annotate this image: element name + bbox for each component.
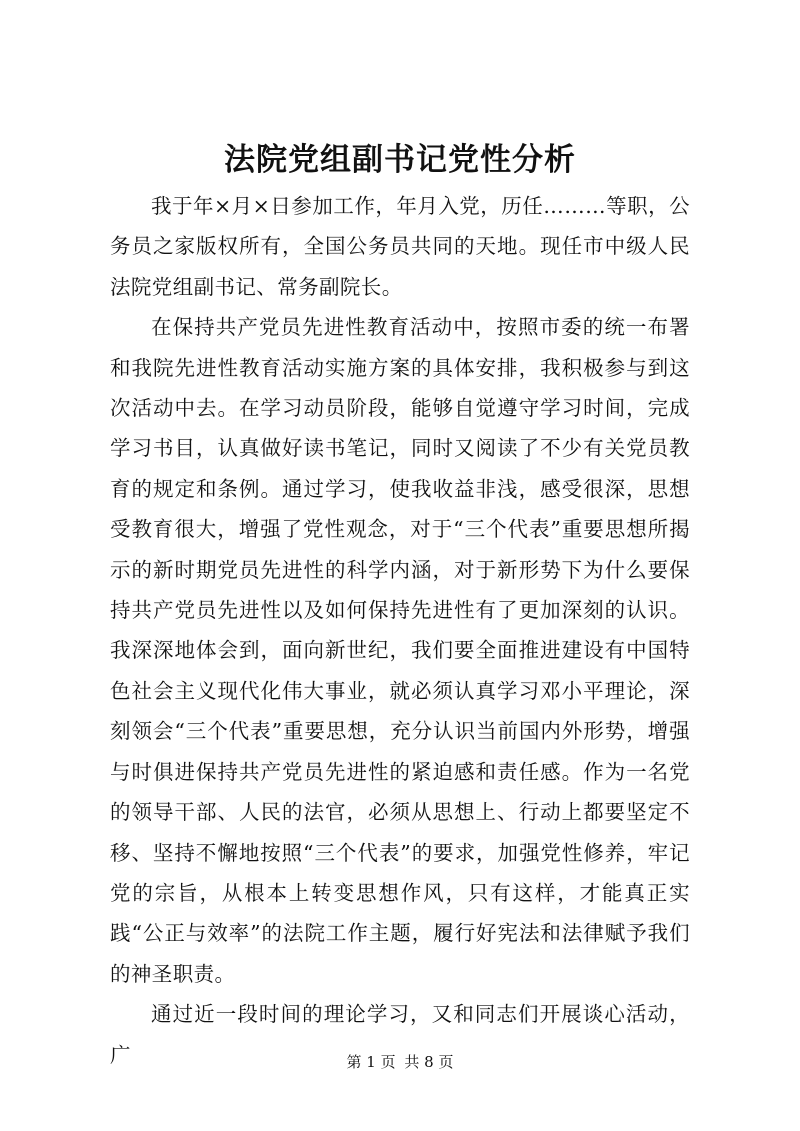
paragraph-3: 通过近一段时间的理论学习，又和同志们开展谈心活动，广 (110, 1002, 690, 1067)
paragraph-1: 我于年×月×日参加工作，年月入党，历任………等职，公务员之家版权所有，全国公务员共同的天地。现任市中级人民法院党组副书记、常务副院长。 (110, 194, 690, 299)
paragraph-2: 在保持共产党员先进性教育活动中，按照市委的统一布署和我院先进性教育活动实施方案的具体安排，我积极参与到这次活动中去。在学习动员阶段，能够自觉遵守学习时间，完成学习书目，认真做好读书笔记，同时又阅读了不少有关党员教育的规定和条例。通过学习，使我收益非浅，感受很深，思想受教育很大，增强了党性观念，对于“三个代表”重要思想所揭示的新时期党员先进性的科学内涵，对于新形势下为什么要保持共产党员先进性以及如何保持先进性有了更加深刻的认识。我深深地体会到，面向新世纪，我们要全面推进建设有中国特色社会主义现代化伟大事业，就必须认真学习邓小平理论，深刻领会“三个代表”重要思想，充分认识当前国内外形势，增强与时俱进保持共产党员先进性的紧迫感和责任感。作为一名党的领导干部、人民的法官，必须从思想上、行动上都要坚定不移、坚持不懈地按照“三个代表”的要求，加强党性修养，牢记党的宗旨，从根本上转变思想作风，只有这样，才能真正实践“公正与效率”的法院工作主题，履行好宪法和法律赋予我们的神圣职责。 (110, 315, 690, 986)
page-total: 共 8 页 (404, 1053, 454, 1071)
document-body (110, 186, 690, 1075)
page-footer (0, 1052, 800, 1072)
page-number: 第 1 页 (346, 1053, 396, 1071)
document-title: 法院党组副书记党性分析 (224, 142, 576, 178)
